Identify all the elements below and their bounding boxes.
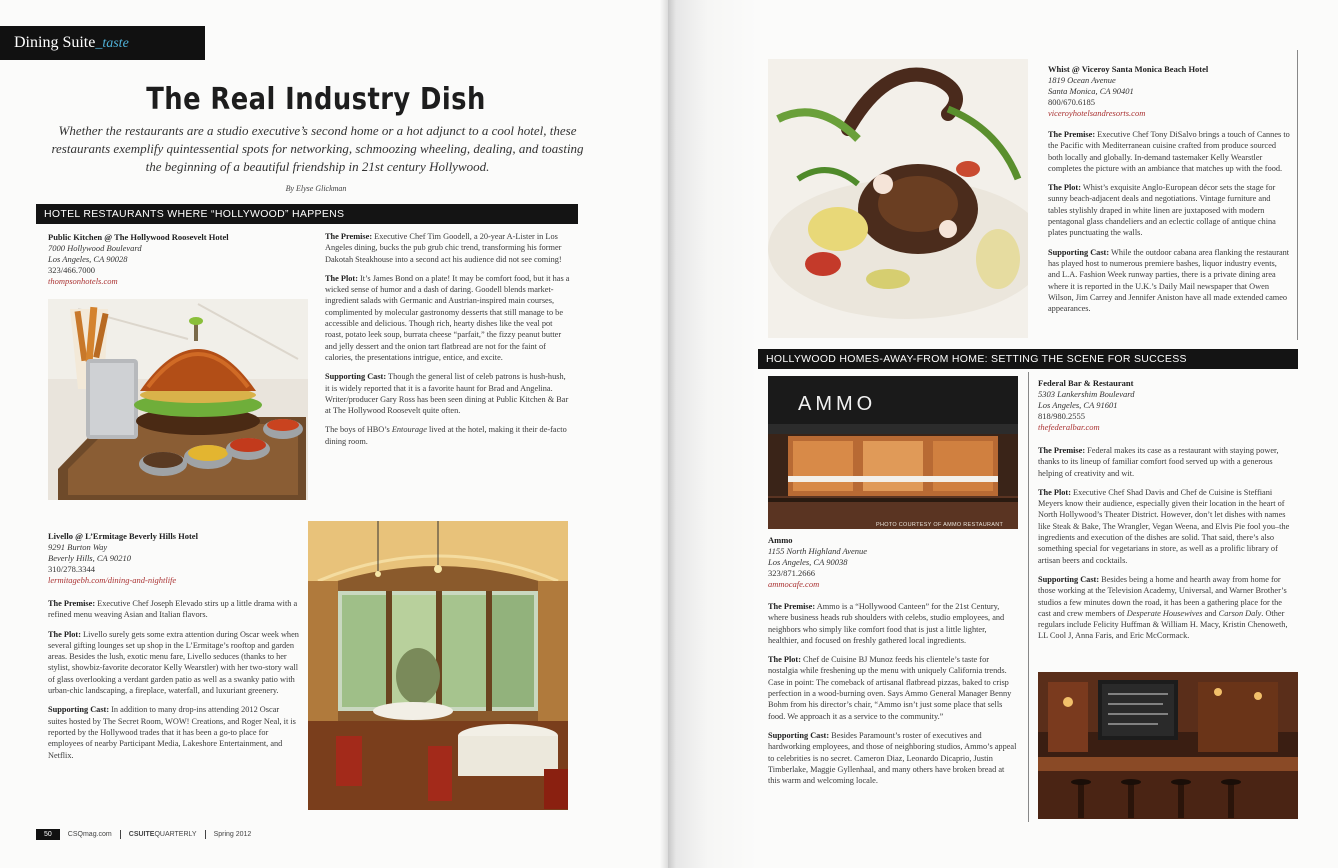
listing-address-1: 5303 Lankershim Boulevard [1038,389,1135,399]
cast-text: Though the general list of celeb patrons is hush-hush, it is widely reported that it is a favorite haunt for Brad and Angelina. Writer/producer Gary Ross has been seen dining at Public Kitchen & Bar at The Hollywood Roosevelt quite often. [325,372,569,416]
livello-dining-room-photo [308,521,568,810]
listing-address-1: 1819 Ocean Avenue [1048,75,1116,85]
listing-url[interactable]: thefederalbar.com [1038,422,1100,432]
listing-phone: 323/466.7000 [48,265,95,275]
listing-federal [1038,378,1293,433]
federal-body [1038,445,1296,650]
octopus-dish-photo [768,59,1028,338]
premise-label: The Premise: [1048,130,1096,139]
photo-credit: PHOTO COURTESY OF AMMO RESTAURANT [876,522,1004,528]
premise-label: The Premise: [1038,446,1086,455]
byline: By Elyse Glickman [285,184,347,193]
column-rule [1297,50,1298,340]
premise-text: Ammo is a “Hollywood Canteen” for the 21st Century, where business heads rub shoulders with celebs, studio employees, and neighbors who simply like comfort food that is just a little lighter, healthier, and focused on freshly gathered local ingredients. [768,602,1005,645]
premise-text: Executive Chef Tony DiSalvo brings a touch of Cannes to the Pacific with Mediterranean cuisine crafted from produce sourced both locally and globally. In-demand tastemaker Kelly Wearstler completes the picture with an ambiance that matches up with the food. [1048,130,1290,173]
federal-bar-photo [1038,672,1298,819]
premise-label: The Premise: [768,602,816,611]
cast-text: While the outdoor cabana area flanking the restaurant has played host to numerous premiere bashes, liquor industry events, and L.A. Fashion Week runway parties, there is a private dining area where it is reported in the U.K.’s Daily Mail newspaper that Owen Wilson, Jim Carrey and Jennifer Aniston have all made extended cameo appearances. [1048,247,1290,314]
plot-label: The Plot: [1038,487,1071,497]
plot-text: Executive Chef Shad Davis and Chef de Cuisine is Steffiani Meyers know their audience, especially given their location in the heart of North Hollywood’s Theater District. However, don’t let dishes with names like Steak & Bake, The Wrangler, Vegan Weena, and Elvis Pie fool you–the ingredients and execution of the dishes are solid. That said, there’s also something special for vegetarians in store, as well as a prolific library of artisan beers and cocktails. [1038,487,1290,565]
folio-brand-bold: CSUITE [128,831,155,838]
listing-public-kitchen [48,232,303,287]
cast-label: Supporting Cast: [1038,574,1100,584]
listing-address-1: 1155 North Highland Avenue [768,546,868,556]
plot-text: It’s James Bond on a plate! It may be comfort food, but it has a wicked sense of humor and a dash of daring. Goodell blends market-ingredient salads with Germanic and Austrian-inspired main courses, complimented by molecular gastronomy desserts that still manage to be accessible and delicious. Though rich, hearty dishes like the veal pot roast, potato leek soup, burrata cheese “parfait,” the fizzy peanut butter and jelly dessert and the onion tart flatbread are not for the faint of calories, the presentations intrigue, entice, and excite. [325,273,570,362]
folio-divider [205,830,206,839]
deck: Whether the restaurants are a studio executive’s second home or a hot adjunct to a cool hotel, these restaurants exemplify quintessential spots for networking, schmoozing wheeling, dealing, and toasting the beginning of a beautiful friendship in 21st century Hollywood. [51,123,584,174]
column-rule [1028,372,1029,822]
section-tag [0,26,205,60]
listing-url[interactable]: thompsonhotels.com [48,276,118,286]
folio-brand [129,831,197,838]
folio-site[interactable]: CSQmag.com [67,831,112,838]
cast-text: Besides Paramount’s roster of executives and hardworking employees, and those of neighboring studios, Ammo’s appeal to celebrities is no secret. Cameron Diaz, Leonardo Dicaprio, Justin Timberlake, Maggie Gyllenhaal, and many others have broken bread at this warm and welcoming locale. [768,730,1017,786]
burger-photo [48,299,308,500]
public-kitchen-body [325,231,571,455]
cast-text-mid: and [1202,608,1219,618]
listing-phone: 800/670.6185 [1048,97,1095,107]
listing-name: Federal Bar & Restaurant [1038,378,1134,388]
ammo-storefront-photo [768,376,1018,529]
premise-text: Executive Chef Tim Goodell, a 20-year A-Lister in Los Angeles dining, bucks the pub grub chic trend, transforming his former Dakotah Steakhouse into a second act his audience did not see coming! [325,232,562,264]
listing-name: Public Kitchen @ The Hollywood Roosevelt Hotel [48,232,229,242]
premise-text: Federal makes its case as a restaurant with staying power, thanks to its lineup of familiar comfort food served up with a generous helping of creativity and wit. [1038,446,1279,478]
premise-text: Executive Chef Joseph Elevado stirs up a little drama with a refined menu weaving Asian and Italian flavors. [48,599,298,620]
cast-text-post: . Other regulars include Felicity Huffman & William H. Macy, Kristin Chenoweth, LL Cool J, Anna Faris, and Eric McCormack. [1038,608,1288,641]
extra-text-pre: The boys of HBO’s [325,425,392,435]
listing-address-2: Beverly Hills, CA 90210 [48,553,131,563]
cast-show-1: Desperate Housewives [1126,608,1203,618]
section-tag-accent: _taste [95,36,129,51]
plot-label: The Plot: [48,629,81,639]
page-gutter [660,0,676,868]
banner-homes-away: HOLLYWOOD HOMES-AWAY-FROM HOME: SETTING THE SCENE FOR SUCCESS [758,349,1298,369]
cast-show-2: Carson Daly [1218,608,1262,618]
premise-label: The Premise: [48,599,96,608]
listing-name: Ammo [768,535,793,545]
cast-label: Supporting Cast: [325,372,387,382]
listing-whist [1048,64,1298,119]
cast-text: In addition to many drop-ins attending 2012 Oscar suites hosted by The Secret Room, WOW! Creations, and Roger Neal, it is reported by the Hollywood trades that it has been a go-to place for employees of nearby Participant Media, Lakeshore Entertainment, and Netflix. [48,705,296,760]
listing-livello [48,531,303,586]
plot-label: The Plot: [768,655,801,665]
cast-label: Supporting Cast: [768,730,830,740]
listing-address-1: 7000 Hollywood Boulevard [48,243,142,253]
listing-name: Whist @ Viceroy Santa Monica Beach Hotel [1048,64,1209,74]
listing-phone: 818/980.2555 [1038,411,1085,421]
plot-label: The Plot: [325,273,358,283]
whist-body [1048,129,1290,322]
cast-label: Supporting Cast: [48,705,110,715]
ammo-body [768,601,1018,794]
cast-text-pre: Besides being a home and hearth away from home for those working at the Television Academy, Universal, and Warner Brother’s studios a few minutes down the road, it has been a gathering place for the cast and crew members of [1038,574,1287,618]
listing-phone: 323/871.2666 [768,568,815,578]
listing-address-2: Los Angeles, CA 90028 [48,254,128,264]
listing-address-2: Los Angeles, CA 91601 [1038,400,1118,410]
listing-address-2: Los Angeles, CA 90038 [768,557,848,567]
section-tag-main: Dining Suite [14,34,96,51]
page-number: 50 [36,829,60,840]
folio-divider [120,830,121,839]
plot-text: Chef de Cuisine BJ Munoz feeds his clientele’s taste for nostalgia while freshening up the menu with uniquely California trends. Case in point: The comeback of artisanal flatbread pizzas, baked to crisp perfection in a wood-burning oven. Says Ammo General Manager Benny Bohm from his director’s chair, “Ammo isn’t just some place that sells food. We approach it as a service to the community.” [768,655,1012,721]
plot-text: Livello surely gets some extra attention during Oscar week when several gifting lounges set up shop in the L’Ermitage’s rooftop and garden areas. Besides the lush, exotic menu fare, Livello seduces (thanks to her stylist, showbiz-favorite decorator Kelly Wearstler) with her two-story wall of glass overlooking a verdant garden patio as well as a swanky patio with urban-chic landscaping, a fireplace, waterfall, and luxuriant greenery. [48,629,299,696]
folio-brand-rest: QUARTERLY [154,831,197,838]
cast-label: Supporting Cast: [1048,247,1110,257]
listing-url[interactable]: ammocafe.com [768,579,820,589]
extra-text-title: Entourage [391,425,427,435]
page-folio [36,829,251,840]
headline: The Real Industry Dish [146,82,486,117]
listing-address-1: 9291 Burton Way [48,542,108,552]
listing-name: Livello @ L’Ermitage Beverly Hills Hotel [48,531,198,541]
listing-address-2: Santa Monica, CA 90401 [1048,86,1134,96]
listing-url[interactable]: lermitagebh.com/dining-and-nightlife [48,575,177,585]
listing-ammo [768,535,1018,590]
ammo-sign: AMMO [798,393,877,415]
plot-label: The Plot: [1048,183,1081,193]
folio-issue: Spring 2012 [213,831,252,838]
listing-url[interactable]: viceroyhotelsandresorts.com [1048,108,1146,118]
livello-body [48,598,300,769]
extra-text-post: lived at the hotel, making it their de-facto dining room. [325,425,567,446]
premise-label: The Premise: [325,232,373,241]
plot-text: Whist’s exquisite Anglo-European décor sets the stage for sunny beach-adjacent deals and negotiations. Vintage furniture and tables stylishly draped in white linen are juxtaposed with modern pentagonal glass chandeliers and an eclectic collage of antique china plates punctuating the walls. [1048,183,1276,238]
listing-phone: 310/278.3344 [48,564,95,574]
banner-hotel-restaurants: HOTEL RESTAURANTS WHERE “HOLLYWOOD” HAPPENS [36,204,578,224]
